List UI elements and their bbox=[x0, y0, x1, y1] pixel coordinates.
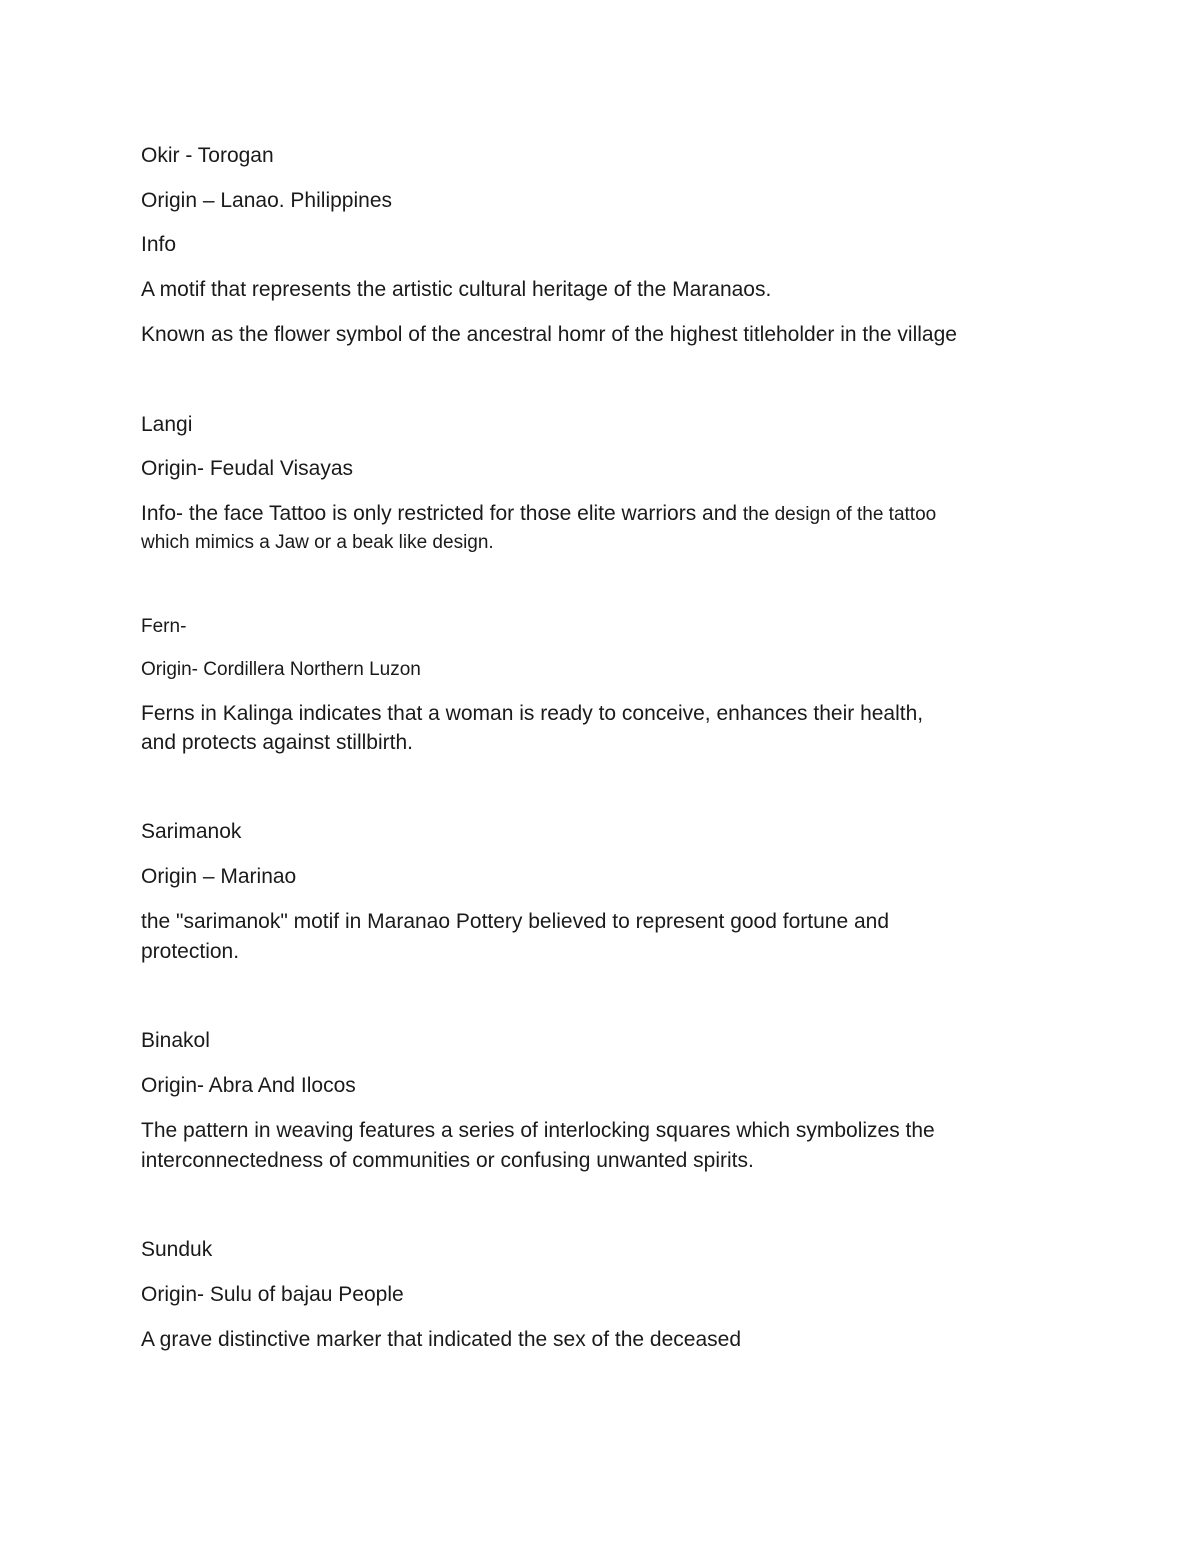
entry-title: Fern- bbox=[141, 616, 187, 637]
entry-info-line: A motif that represents the artistic cultural heritage of the Maranaos. bbox=[141, 278, 772, 301]
entry-info-line bbox=[141, 502, 936, 527]
entry-info-line: The pattern in weaving features a series of interlocking squares which symbolizes the bbox=[141, 1119, 935, 1142]
entry-origin: Origin- Feudal Visayas bbox=[141, 457, 354, 480]
entry-origin: Origin – Lanao. Philippines bbox=[141, 189, 392, 212]
entry-title: Sarimanok bbox=[141, 820, 242, 843]
entry-info-line: Known as the flower symbol of the ancestral homr of the highest titleholder in the village bbox=[141, 323, 957, 346]
entry-title: Sunduk bbox=[141, 1238, 213, 1261]
entry-info-line: Ferns in Kalinga indicates that a woman is ready to conceive, enhances their health, bbox=[141, 702, 924, 725]
entry-origin: Origin – Marinao bbox=[141, 865, 297, 888]
entry-info-line: A grave distinctive marker that indicated the sex of the deceased bbox=[141, 1328, 742, 1351]
entry-info-line: protection. bbox=[141, 940, 240, 963]
entry-info-line: which mimics a Jaw or a beak like design. bbox=[141, 532, 494, 553]
entry-origin: Origin- Sulu of bajau People bbox=[141, 1283, 404, 1306]
entry-origin: Origin- Abra And Ilocos bbox=[141, 1074, 356, 1097]
entry-info-line: and protects against stillbirth. bbox=[141, 731, 413, 754]
entry-info-label: Info bbox=[141, 233, 177, 256]
entry-title: Okir - Torogan bbox=[141, 144, 274, 167]
entry-info-line: interconnectedness of communities or confusing unwanted spirits. bbox=[141, 1149, 754, 1172]
entry-info-text: Info- the face Tattoo is only restricted for those elite warriors and bbox=[141, 502, 743, 525]
entry-info-text: the design of the tattoo bbox=[742, 504, 937, 525]
entry-title: Binakol bbox=[141, 1029, 210, 1052]
entry-info-line: the "sarimanok" motif in Maranao Pottery believed to represent good fortune and bbox=[141, 910, 890, 933]
entry-origin: Origin- Cordillera Northern Luzon bbox=[141, 659, 421, 680]
entry-title: Langi bbox=[141, 413, 193, 436]
